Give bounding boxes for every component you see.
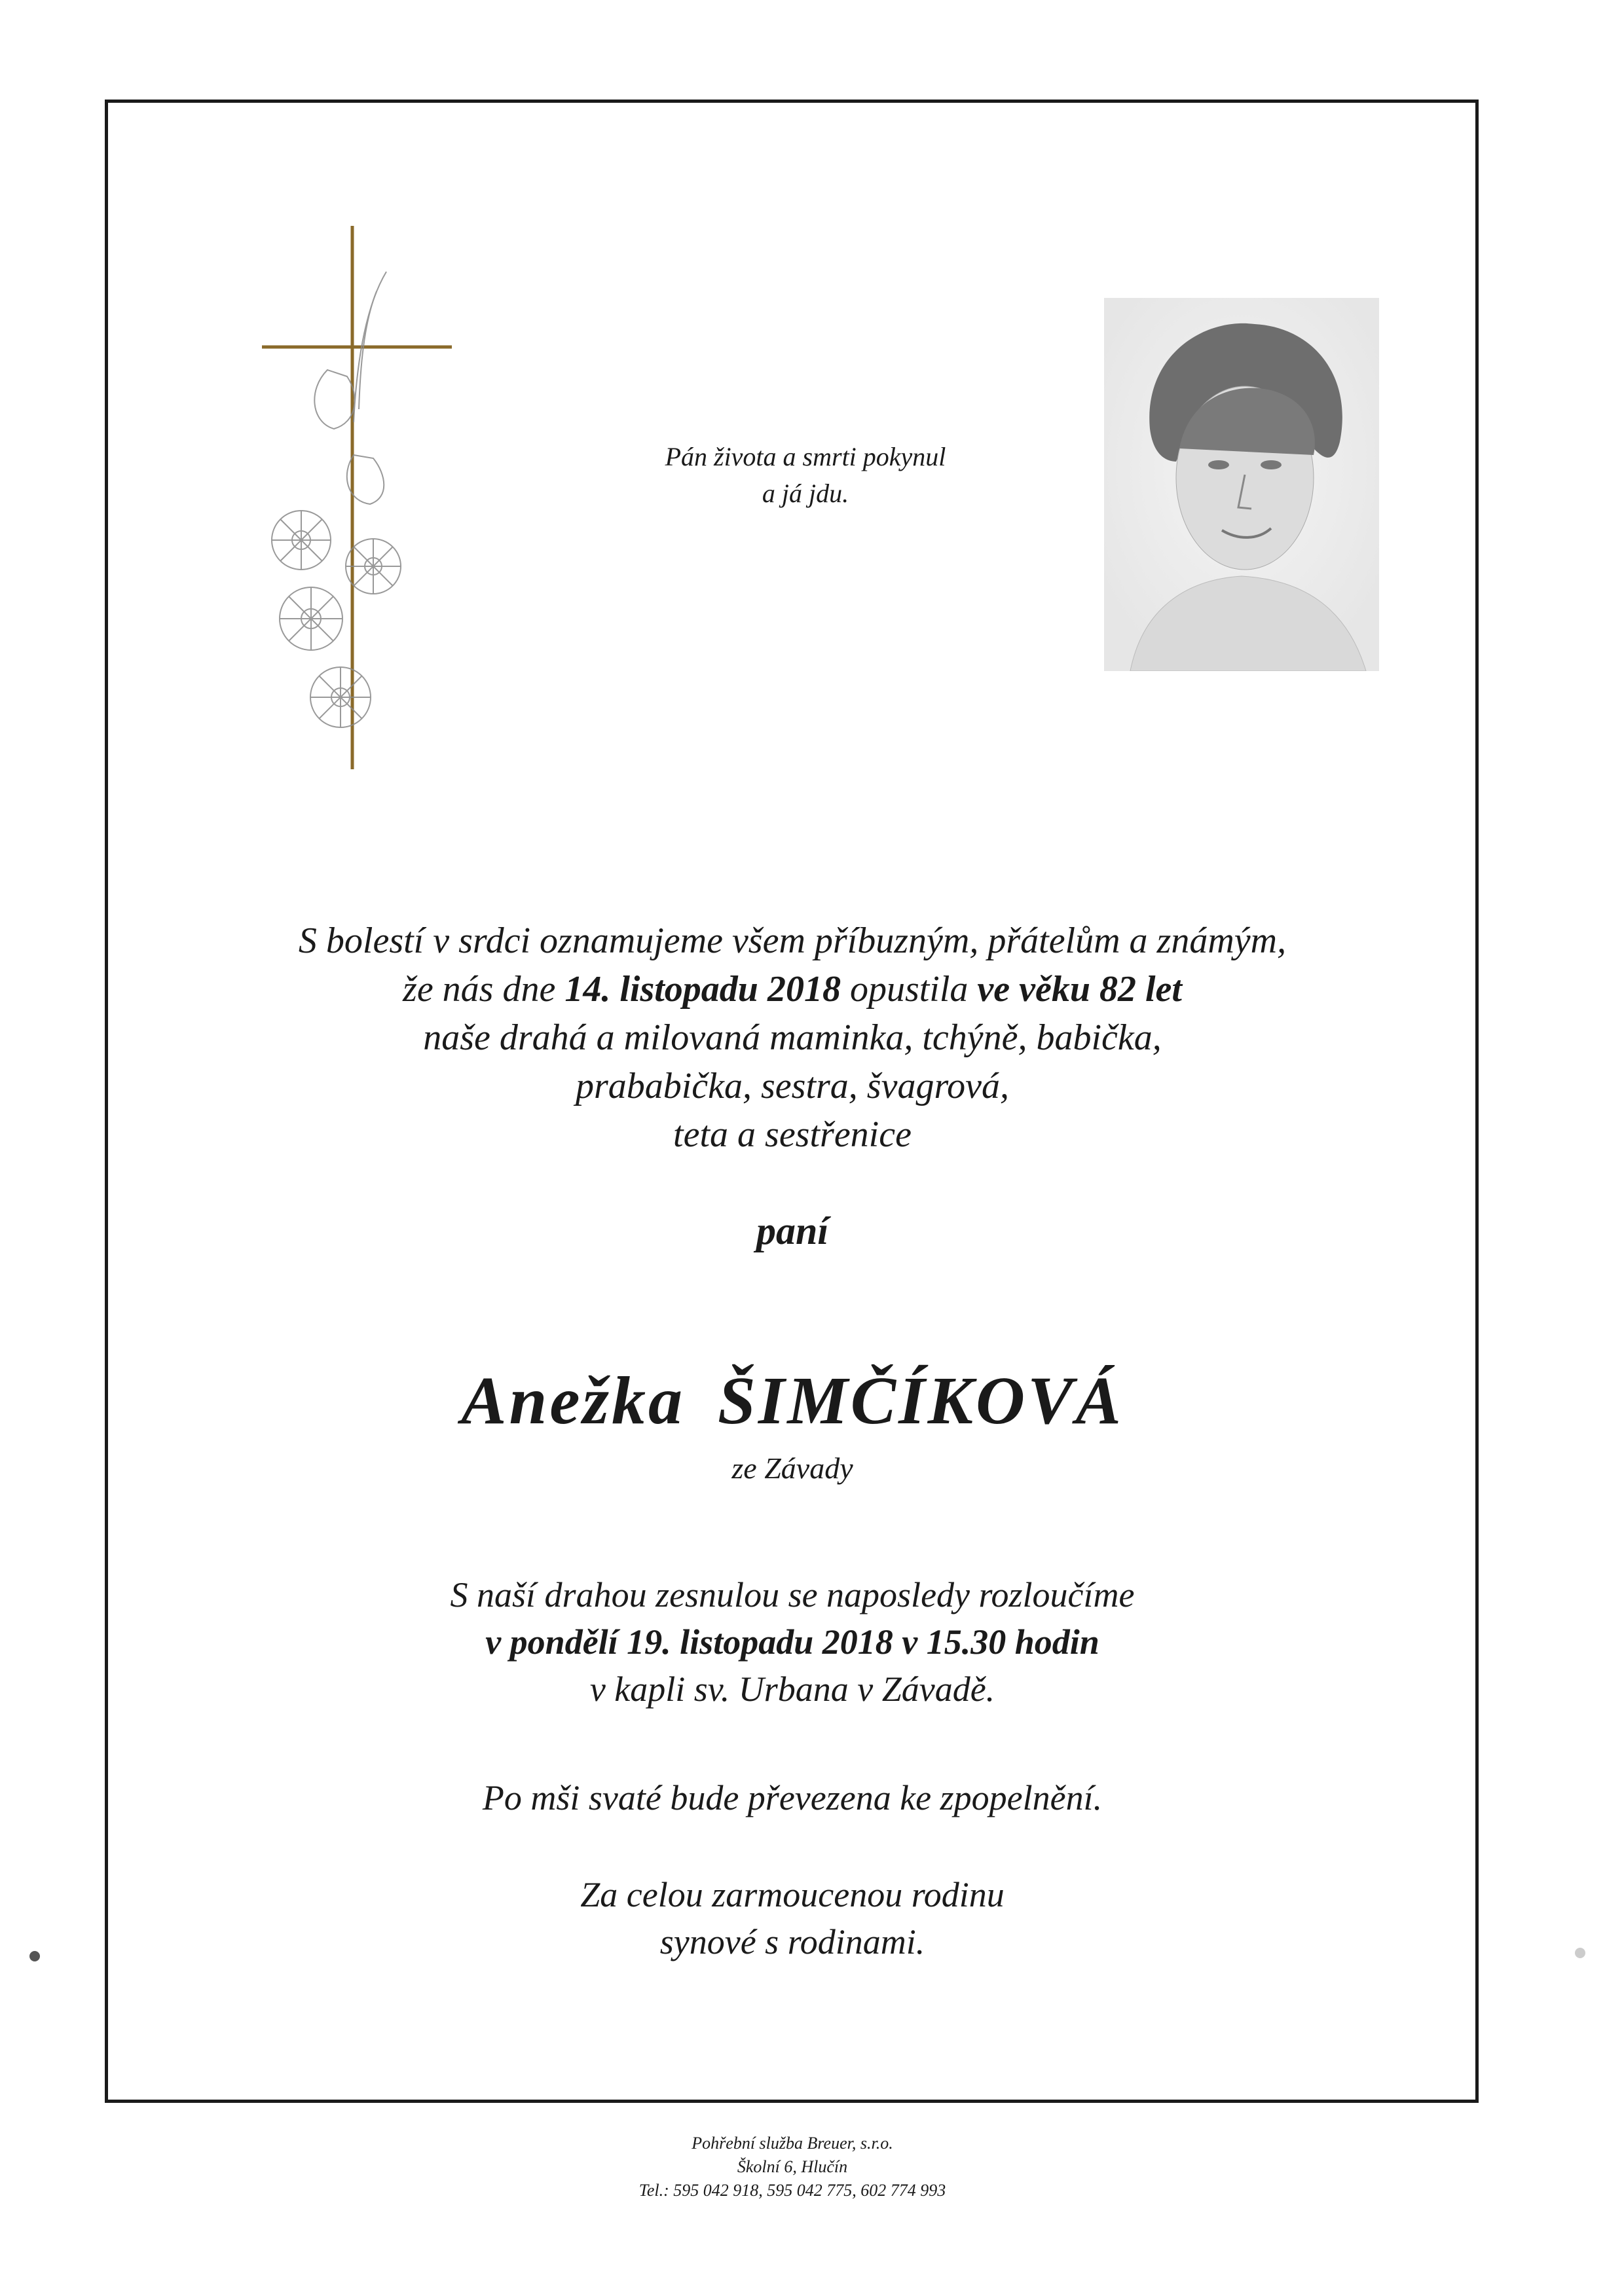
last-name: ŠIMČÍKOVÁ — [718, 1363, 1124, 1438]
honorific: paní — [756, 1209, 829, 1252]
portrait-photo — [1104, 298, 1379, 671]
farewell-line-1: S naší drahou zesnulou se naposledy rozloučíme — [450, 1575, 1135, 1614]
announcement-line-1: S bolestí v srdci oznamujeme všem příbuzným, přátelům a známým, — [298, 920, 1287, 961]
motto-line-1: Pán života a smrti pokynul — [665, 442, 946, 471]
scan-speck — [26, 1948, 43, 1965]
announcement-line-2 — [170, 965, 1414, 1013]
farewell — [170, 1571, 1414, 1713]
age: ve věku 82 let — [977, 969, 1182, 1010]
family-signature — [170, 1871, 1414, 1965]
motto — [563, 439, 1048, 512]
death-date: 14. listopadu 2018 — [564, 969, 841, 1010]
first-name: Anežka — [461, 1363, 685, 1438]
footer-address: Školní 6, Hlučín — [737, 2157, 848, 2176]
family-line-1: Za celou zarmoucenou rodinu — [580, 1875, 1005, 1914]
scan-speck — [1572, 1944, 1589, 1961]
mass-note: Po mši svaté bude převezena ke zpopelnění. — [482, 1778, 1103, 1817]
funeral-datetime: v pondělí 19. listopadu 2018 v 15.30 hodin — [485, 1622, 1099, 1662]
announcement-line-4: prababička, sestra, švagrová, — [575, 1066, 1010, 1106]
family-line-2: synové s rodinami. — [659, 1922, 925, 1961]
announcement-line-2-c: opustila — [840, 969, 978, 1010]
farewell-location: v kapli sv. Urbana v Závadě. — [589, 1669, 995, 1709]
deceased-name — [170, 1362, 1414, 1440]
cross-with-flowers-icon — [249, 226, 465, 776]
footer-company: Pohřební služba Breuer, s.r.o. — [692, 2134, 893, 2153]
announcement-line-5: teta a sestřenice — [673, 1114, 912, 1155]
origin: ze Závady — [731, 1451, 853, 1485]
footer-phones: Tel.: 595 042 918, 595 042 775, 602 774 993 — [638, 2181, 946, 2200]
announcement-line-2-a: že nás dne — [403, 969, 565, 1010]
motto-line-2: a já jdu. — [762, 479, 849, 508]
announcement — [170, 917, 1414, 1159]
announcement-line-3: naše drahá a milovaná maminka, tchýně, babička, — [423, 1017, 1162, 1058]
footer — [498, 2132, 1087, 2202]
